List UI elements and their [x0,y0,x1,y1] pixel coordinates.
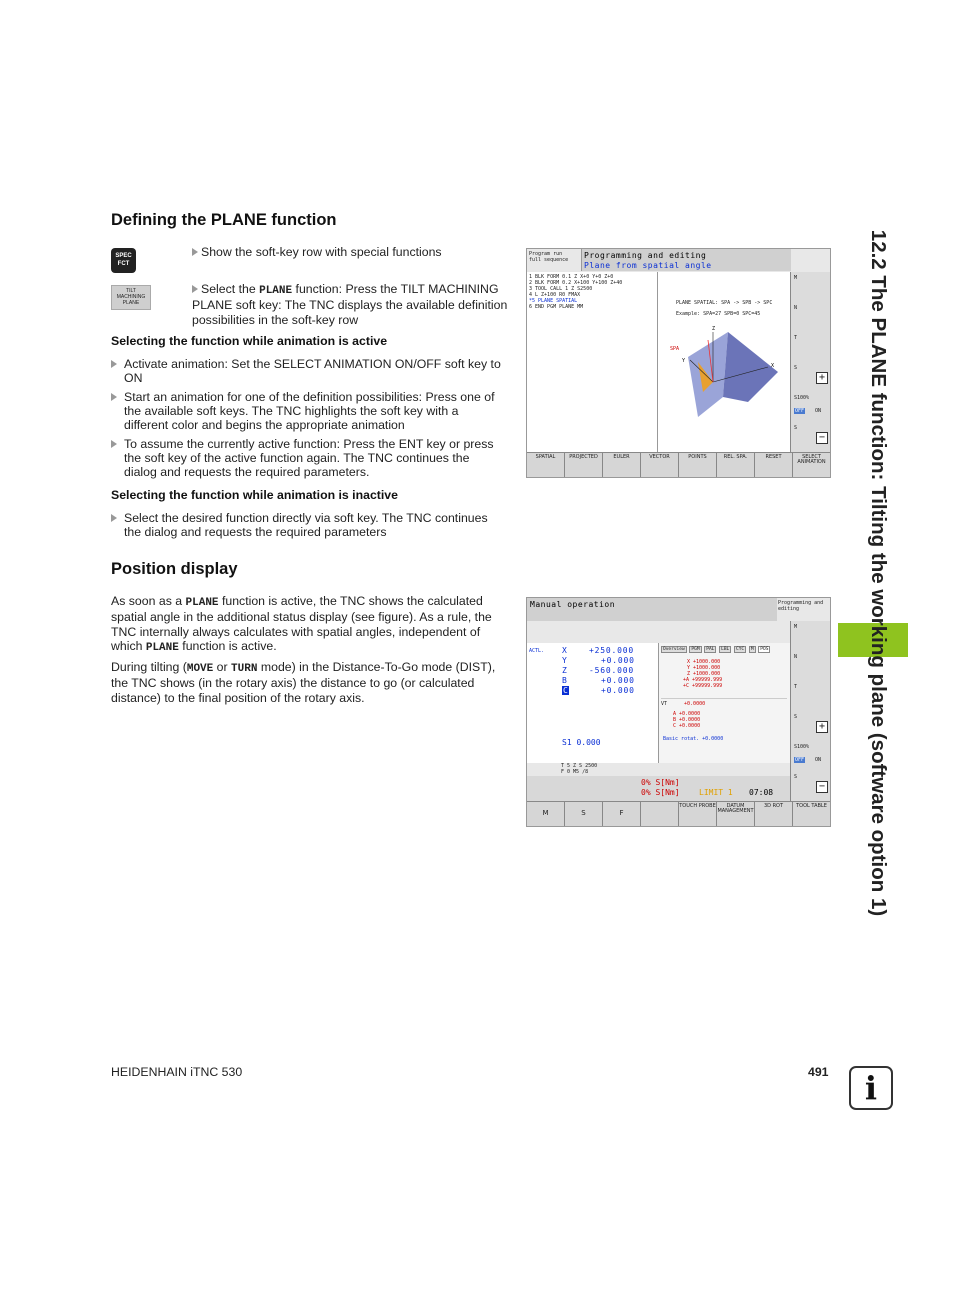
softkey-s[interactable]: S [565,802,603,827]
bullet-start-animation: Start an animation for one of the definition possibilities: Press one of the available soft keys. The TNC highlights the soft key with a different color and begins the appropriate animation [111,390,505,433]
softkey-row [527,452,830,478]
softkey-touch-probe[interactable]: TOUCH PROBE [679,802,717,827]
status-row: +A +99999.999 [683,677,723,683]
step-select-plane: Select the PLANE function: Press the TILT MACHINING PLANE soft key: The TNC displays the available definition possibilities in the soft-key row [192,282,508,327]
vertical-softkey-s-minus[interactable]: S − [791,771,831,802]
program-line: 4 L Z+100 R0 FMAX [529,292,581,298]
off-label: OFF [795,408,805,414]
program-line-active: *5 PLANE SPATIAL [529,298,578,304]
vertical-softkeys [790,272,831,452]
spec-fct-key-icon: SPEC FCT [111,248,136,273]
bullet-triangle-icon [192,248,198,256]
on-label: ON [815,757,822,763]
tilted-plane-right [723,332,778,402]
axis-z-value: -560.000 [589,666,634,675]
title-bar [527,598,777,621]
program-line: 6 END PGM PLANE MM [529,304,584,310]
tilted-plane-left [688,332,728,417]
softkey-reset[interactable]: RESET [755,453,793,478]
bullet-triangle-icon [111,440,117,448]
plus-icon: + [816,372,828,384]
tab-pgm[interactable]: PGM [691,647,700,652]
bullet-triangle-icon [192,285,198,293]
override-1: 0% S[Nm] [641,778,680,787]
softkey-vector[interactable]: VECTOR [641,453,679,478]
vt-row: VT +0.0000 [661,698,787,707]
screenshot-plane-spatial [526,248,831,478]
off-label: OFF [795,757,805,763]
vertical-softkey-n[interactable]: N [791,651,831,682]
on-label: ON [815,408,822,414]
status-panel [659,643,790,763]
mode-title: Manual operation [530,600,616,609]
program-line: 2 BLK FORM 0.2 X+100 Y+100 Z+40 [529,280,623,286]
tab-m[interactable]: M [750,647,754,652]
tab-cyc[interactable]: CYC [735,647,745,652]
program-panel [527,272,658,452]
tab-overview[interactable]: Overview [663,647,685,652]
softkey-rel-spa[interactable]: REL. SPA. [717,453,755,478]
minus-icon: − [816,432,828,444]
vertical-softkey-m[interactable]: M [791,272,831,303]
status-row: +C +99999.999 [683,683,723,689]
bullet-triangle-icon [111,393,117,401]
vertical-softkey-t[interactable]: T [791,332,831,363]
program-line: 1 BLK FORM 0.1 Z X+0 Y+0 Z+0 [529,274,614,280]
rot-row: B +0.0000 [673,717,701,723]
axis-label-x: X [771,363,775,369]
axis-y: Y [562,656,567,665]
axis-z: Z [562,666,567,675]
screenshot-manual-operation [526,597,831,827]
paragraph-spatial-angle: As soon as a PLANE function is active, the TNC shows the calculated spatial angle in the additional status display (see figure). As a rule, the TNC internally always calculates with spatial angles, independent of which PLANE function is active. [111,594,492,655]
mode-right-label: Programming and editing [778,600,824,612]
override-2: 0% S[Nm] [641,788,680,797]
softkey-m[interactable]: M [527,802,565,827]
axis-label-spa: SPA [670,346,680,352]
sidebar-title: 12.2 The PLANE function: Tilting the working plane (software option 1) [867,229,890,916]
softkey-tool-table[interactable]: TOOL TABLE [793,802,830,827]
axis-y-value: +0.000 [601,656,635,665]
subheading-animation-inactive: Selecting the function while animation is inactive [111,488,398,502]
title-line-2: Plane from spatial angle [584,261,712,270]
feed-row: T 5 Z S 2500 [561,763,598,769]
bullet-triangle-icon [111,514,117,522]
basic-rotation-row: Basic rotat. +0.0000 [663,736,724,742]
tilt-machining-plane-softkey-icon: TILT MACHINING PLANE [111,285,151,310]
mode-left-label: Program run full sequence [529,251,569,263]
footer-left: HEIDENHAIN iTNC 530 [111,1065,243,1079]
section-heading-position-display: Position display [111,560,238,578]
paragraph-tilting: During tilting (MOVE or TURN mode) in the Distance-To-Go mode (DIST), the TNC shows (in the rotary axis) the distance to go (or calculated distance) to the final position of the rotary axis. [111,660,496,705]
vertical-softkey-m[interactable]: M [791,621,831,652]
override-panel [527,776,790,801]
softkey-empty[interactable] [641,802,679,827]
softkey-row [527,801,830,827]
info-example: Example: SPA=27 SPB=0 SPC=45 [676,311,761,317]
tab-lbl[interactable]: LBL [721,647,730,652]
softkey-euler[interactable]: EULER [603,453,641,478]
info-plane-spatial: PLANE SPATIAL: SPA -> SPB -> SPC [676,300,773,306]
vertical-softkey-s100[interactable]: S100% OFF ON [791,392,831,423]
bullet-select-directly: Select the desired function directly via soft key. The TNC continues the dialog and requests the required parameters [111,511,505,539]
program-line: 3 TOOL CALL 1 Z S2500 [529,286,593,292]
vertical-softkey-n[interactable]: N [791,302,831,333]
spindle-readout: S1 0.000 [562,738,601,747]
vertical-softkey-s-minus[interactable]: S − [791,422,831,453]
vertical-softkey-t[interactable]: T [791,681,831,712]
softkey-points[interactable]: POINTS [679,453,717,478]
softkey-projected[interactable]: PROJECTED [565,453,603,478]
softkey-3d-rot[interactable]: 3D ROT [755,802,793,827]
vertical-softkeys [790,621,831,801]
rot-row: C +0.0000 [673,723,701,729]
clock: 07:08 [749,788,774,797]
vertical-softkey-s-plus[interactable]: S + [791,362,831,393]
subheading-animation-active: Selecting the function while animation is active [111,334,388,348]
status-tabs [661,647,770,652]
bullet-assume-function: To assume the currently active function: Press the ENT key or press the soft key of the active function again. The TNC continues the dialog and requests the required parameters. [111,437,505,480]
graphics-panel [658,272,790,452]
actl-label: ACTL. [529,648,545,654]
axis-c-value: +0.000 [601,686,635,695]
status-row: X +1000.000 [687,659,721,665]
position-panel [527,643,659,763]
tab-pal[interactable]: PAL [706,647,715,652]
section-heading-defining: Defining the PLANE function [111,211,337,229]
softkey-datum-management[interactable]: DATUM MANAGEMENT [717,802,755,827]
axis-x: X [562,646,567,655]
status-row: Y +1000.000 [687,665,721,671]
plane-animation-graphic [668,322,788,422]
status-row: Z +1000.000 [687,671,721,677]
info-icon: i [849,1066,893,1110]
softkey-f[interactable]: F [603,802,641,827]
softkey-select-animation[interactable]: SELECT ANIMATION [793,453,830,478]
axis-label-z: Z [712,326,716,332]
axis-b-value: +0.000 [601,676,635,685]
limit-label: LIMIT 1 [699,788,733,797]
f-row: F 0 M5 /8 [561,769,589,775]
bullet-activate-animation: Activate animation: Set the SELECT ANIMATION ON/OFF soft key to ON [111,357,505,385]
axis-b: B [562,676,567,685]
tab-pos[interactable]: POS [760,647,769,652]
vertical-softkey-s-plus[interactable]: S + [791,711,831,742]
axis-x-value: +250.000 [589,646,634,655]
minus-icon: − [816,781,828,793]
rot-row: A +0.0000 [673,711,701,717]
vertical-softkey-s100[interactable]: S100% OFF ON [791,741,831,772]
step-show-softkeys: Show the soft-key row with special functions [192,245,507,259]
title-line-1: Programming and editing [584,251,707,260]
title-bar [581,249,791,271]
page-number: 491 [808,1065,829,1079]
axis-label-y: Y [682,358,686,364]
bullet-triangle-icon [111,360,117,368]
softkey-spatial[interactable]: SPATIAL [527,453,565,478]
axis-c: C [563,686,568,695]
plus-icon: + [816,721,828,733]
